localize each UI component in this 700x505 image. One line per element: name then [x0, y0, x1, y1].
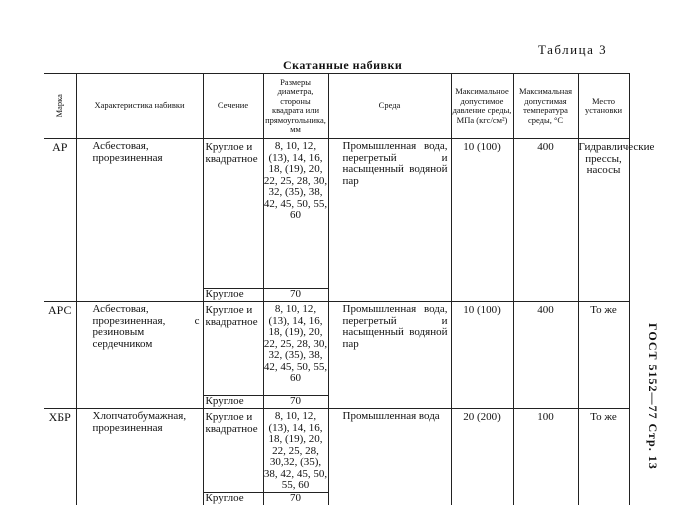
header-characteristic: Характеристика набивки [76, 74, 203, 139]
row-size-70: 70 [263, 492, 328, 505]
row-size-70: 70 [263, 289, 328, 302]
row-temperature: 400 [513, 302, 578, 409]
row-pressure: 10 (100) [451, 302, 513, 409]
row-section: Круглое и квадратное [203, 302, 263, 396]
header-installation: Место установки [578, 74, 629, 139]
table-row [44, 409, 629, 493]
row-sizes: 8, 10, 12, (13), 14, 16, 18, (19), 20, 22, 25, 28, 30, 32, (35), 38, 42, 45, 50, 55, 60 [263, 302, 328, 396]
header-mark: Марка [44, 74, 76, 139]
row-medium: Промышленная вода, перегретый и насыщенный водяной пар [328, 302, 451, 409]
row-section-round: Круглое [203, 492, 263, 505]
row-section-round: Круглое [203, 289, 263, 302]
table-title: Скатанные набивки [283, 58, 402, 73]
row-sizes: 8, 10, 12, (13), 14, 16, 18, (19), 20, 22, 25, 28, 30, 32, (35), 38, 42, 45, 50, 55, 60 [263, 139, 328, 289]
row-size-70: 70 [263, 396, 328, 409]
header-max-temperature: Максимальная допустимая температура среды, °С [513, 74, 578, 139]
row-pressure: 10 (100) [451, 139, 513, 302]
row-mark: ХБР [44, 409, 76, 505]
packing-table [44, 73, 630, 505]
row-medium: Промышленная вода, перегретый и насыщенный водяной пар [328, 139, 451, 302]
header-max-pressure: Максимальное допустимое давление среды, МПа (кгс/см²) [451, 74, 513, 139]
row-section-round: Круглое [203, 396, 263, 409]
row-section: Круглое и квадратное [203, 409, 263, 493]
row-characteristic: Асбестовая, прорезиненная, с резиновым сердечником [76, 302, 203, 409]
header-section: Сечение [203, 74, 263, 139]
table-row [44, 139, 629, 289]
row-section: Круглое и квадратное [203, 139, 263, 289]
row-installation: То же [578, 302, 629, 409]
row-medium: Промышленная вода [328, 409, 451, 505]
side-page-label: ГОСТ 5152—77 Стр. 13 [645, 323, 660, 470]
row-characteristic: Хлопчатобумажная, прорезиненная [76, 409, 203, 505]
row-installation: Гидравлические прессы, насосы [578, 139, 629, 302]
row-pressure: 20 (200) [451, 409, 513, 505]
table-caption: Таблица 3 [538, 42, 607, 58]
row-characteristic: Асбестовая, прорезиненная [76, 139, 203, 302]
header-sizes: Размеры диаметра, стороны квадрата или прямоугольника, мм [263, 74, 328, 139]
table-row [44, 302, 629, 396]
row-sizes: 8, 10, 12, (13), 14, 16, 18, (19), 20, 22, 25, 28, 30,32, (35), 38, 42, 45, 50, 55, 60 [263, 409, 328, 493]
row-mark: АРС [44, 302, 76, 409]
row-installation: То же [578, 409, 629, 505]
header-medium: Среда [328, 74, 451, 139]
row-mark: АР [44, 139, 76, 302]
header-row [44, 74, 629, 139]
row-temperature: 400 [513, 139, 578, 302]
row-temperature: 100 [513, 409, 578, 505]
